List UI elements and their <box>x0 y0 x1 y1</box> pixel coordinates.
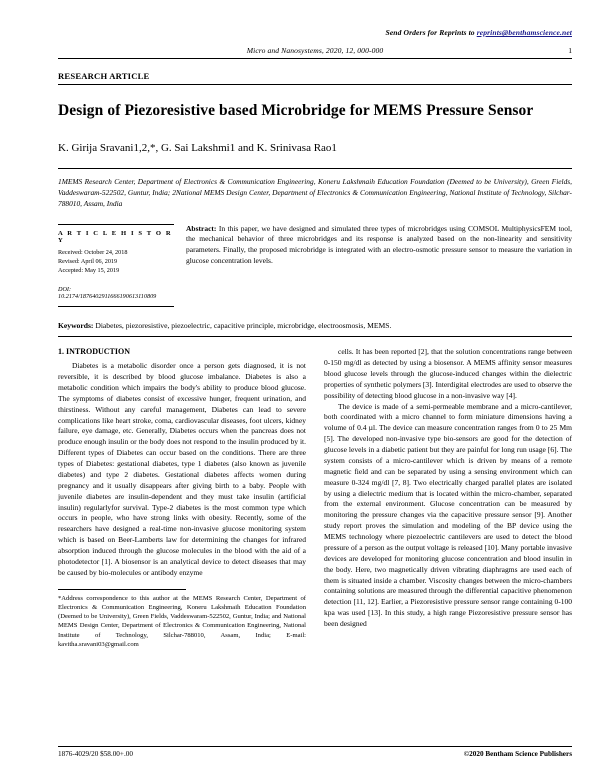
correspondence-email-label: E-mail: <box>286 631 306 639</box>
reprint-email-link[interactable]: reprints@benthamscience.net <box>476 28 572 37</box>
doi-label: DOI: <box>58 285 72 293</box>
header-divider <box>58 58 572 59</box>
page-number: 1 <box>568 46 572 55</box>
keywords-label: Keywords: <box>58 320 94 330</box>
keywords <box>58 321 572 332</box>
page-footer <box>58 746 572 758</box>
affiliations: 1MEMS Research Center, Department of Electronics & Communication Engineering, Koneru Lakshmaih Education Foundation (Deemed to be University), Green Fields, Vaddeswaram-522502, Guntur, India; 2National MEMS Design Center, Department of Electronics & Communication Engineering, National Institute of Technology, Silchar-788010, Assam, India <box>58 177 572 208</box>
section-heading-introduction: 1. INTRODUCTION <box>58 347 131 357</box>
reprint-notice-text: Send Orders for Reprints to <box>385 28 477 37</box>
article-type-label: RESEARCH ARTICLE <box>58 71 150 81</box>
article-history <box>58 224 174 307</box>
page-title: Design of Piezoresistive based Microbridge for MEMS Pressure Sensor <box>58 102 534 119</box>
article-accepted-date: Accepted: May 15, 2019 <box>58 266 120 274</box>
abstract-block <box>58 224 572 307</box>
abstract-body: In this paper, we have designed and simulated three types of microbridges using COMSOL MultiphysicsFEM tool, the mechanical behavior of three microbridges and its response is analyzed based on the non-linearity and sensitivity parameters. Finally, the proposed microbridge is integrated with an electro-osmotic pressure sensor to measure the variation in glucose concentration levels. <box>186 223 572 265</box>
keywords-text: Diabetes, piezoresistive, piezoelectric, capacitive principle, microbridge, electroosmosis, MEMS. <box>93 320 392 330</box>
correspondence-email[interactable]: kavitha.sravani03@gmail.com <box>58 640 139 648</box>
correspondence-text: *Address correspondence to this author at the MEMS Research Center, Department of Electronics & Communication Engineering, Koneru Lakshmaih Education Foundation (Deemed to be University), Green Fields, Vaddeswaram-522502, Guntur, India; and National MEMS Design Center, Department of Electronics & Communication Engineering, National Institute of Technology, Silchar-788010, Assam, India; <box>58 594 306 639</box>
abstract-label: Abstract: <box>186 223 217 233</box>
keywords-divider <box>58 336 572 337</box>
body-column-right <box>324 347 572 649</box>
abstract-text <box>186 224 572 307</box>
footer-row <box>58 747 572 758</box>
correspondence-note <box>58 594 306 649</box>
authors-divider <box>58 168 572 169</box>
reprint-notice <box>58 28 572 37</box>
footnote-divider <box>58 589 186 590</box>
paragraph: cells. It has been reported [2], that the solution concentrations range between 0-150 mg/dl as detected by using a biosensor. A MEMS affinity sensor measures blood glucose levels through the glucose-induced changes within the dielectric properties of synthetic polymers [3]. Interdigital electrodes are used to observe the possibility of detecting blood glucose in a non-invasive way [4]. <box>324 347 572 400</box>
author-list-text: K. Girija Sravani1,2,*, G. Sai Lakshmi1 and K. Srinivasa Rao1 <box>58 142 337 155</box>
doi-value[interactable]: 10.2174/1876402911666190613110809 <box>58 292 157 300</box>
article-revised-date: Revised: April 06, 2019 <box>58 257 118 265</box>
footer-publisher: ©2020 Bentham Science Publishers <box>463 750 572 758</box>
journal-citation: Micro and Nanosystems, 2020, 12, 000-000 <box>246 46 384 55</box>
author-list <box>58 142 572 154</box>
body-columns <box>58 347 572 649</box>
page-content <box>58 28 572 649</box>
footer-issn: 1876-4029/20 $58.00+.00 <box>58 750 133 758</box>
article-received-date: Received: October 24, 2018 <box>58 248 128 256</box>
article-type-divider <box>58 84 572 85</box>
journal-header <box>58 46 572 55</box>
body-column-left <box>58 347 306 649</box>
paragraph: Diabetes is a metabolic disorder once a person gets diagnosed, it is not reversible, it is described by blood glucose imbalance. Diabetes is also a metabolic condition which impairs the body's ability to produce blood glucose. The symptoms of diabetes consist of excessive hunger, frequent urination, and thirstiness. Without any careful management, Diabetes can lead to severe complications like heart stroke, coma, cardiovascular diseases, foot ulcers, kidney failure, eye damage, etc. Generally, Diabetes occurs when the pancreas does not produce enough insulin or the body does not respond to the insulin produced by it. Different types of Diabetes can occur based on the conditions. There are three types of Diabetes: gestational diabetes, type 1 diabetes (also known as juvenile diabetes) and type 2 diabetes. Gestational diabetes affects women during pregnancy and it usually disappears after giving birth to a baby. People with juvenile diabetes are insulin-dependent and they must take insulin (artificial insulin) regularlyfor survival. Type-2 diabetes is the most common type which occurs in people, who have strong links with obesity. Recently, some of the researchers have designed a real-time non-invasive glucose monitoring system which is based on Beer-Lamberts law for determining the changes for infrared absorption induced through the glucose molecules in the blood with the aid of a photodetector [1]. A biosensor is an analytical device to detect diseases that may be caused by bio-molecules or antibody enzyme <box>58 361 306 577</box>
paragraph: The device is made of a semi-permeable membrane and a micro-cantilever, both coordinated with a micro channel to form miniature dimensions having a volume of 0.4 µl. The device can measure concentration ranges from 0 to 25 Mm [5]. The developed non-invasive type bio-sensors are good for the detection of glucose levels in a diabetic patient but they are painful for long run usage [6]. The system consists of a micro-cantilever which is driven by means of a remote magnetic field and can be separated by using a sensing environment which can measure 0-324 mg/dl [7, 8]. Two electrically charged parallel plates are isolated by using a dielectric medium that is located within the micro-chamber, separated from the external environment. Glucose concentration can be measured by monitoring the pressure changes via the capacitive pressure sensor [9]. Another study report proves the simulation and modeling of the BP device using the MEMS technology where piezoelectric cantilevers are used to detect the blood pressure of a person as the output voltage is released [10]. Many portable invasive devices are developed for monitoring glucose concentration and blood insulin in the body. Here, two magnetically driven vibrating diaphragms are used each of them is situated inside a chamber. Viscosity changes between the micro-chambers containing solutions are measured through the differential capacitive phenomenon detection [11, 12]. Earlier, a Piezoresistive pressure sensor range containing 0-100 kpa was used [13]. In this study, a high range Piezoresistive pressure sensor has been designed <box>324 401 572 629</box>
article-history-heading: A R T I C L E H I S T O R Y <box>58 229 173 244</box>
